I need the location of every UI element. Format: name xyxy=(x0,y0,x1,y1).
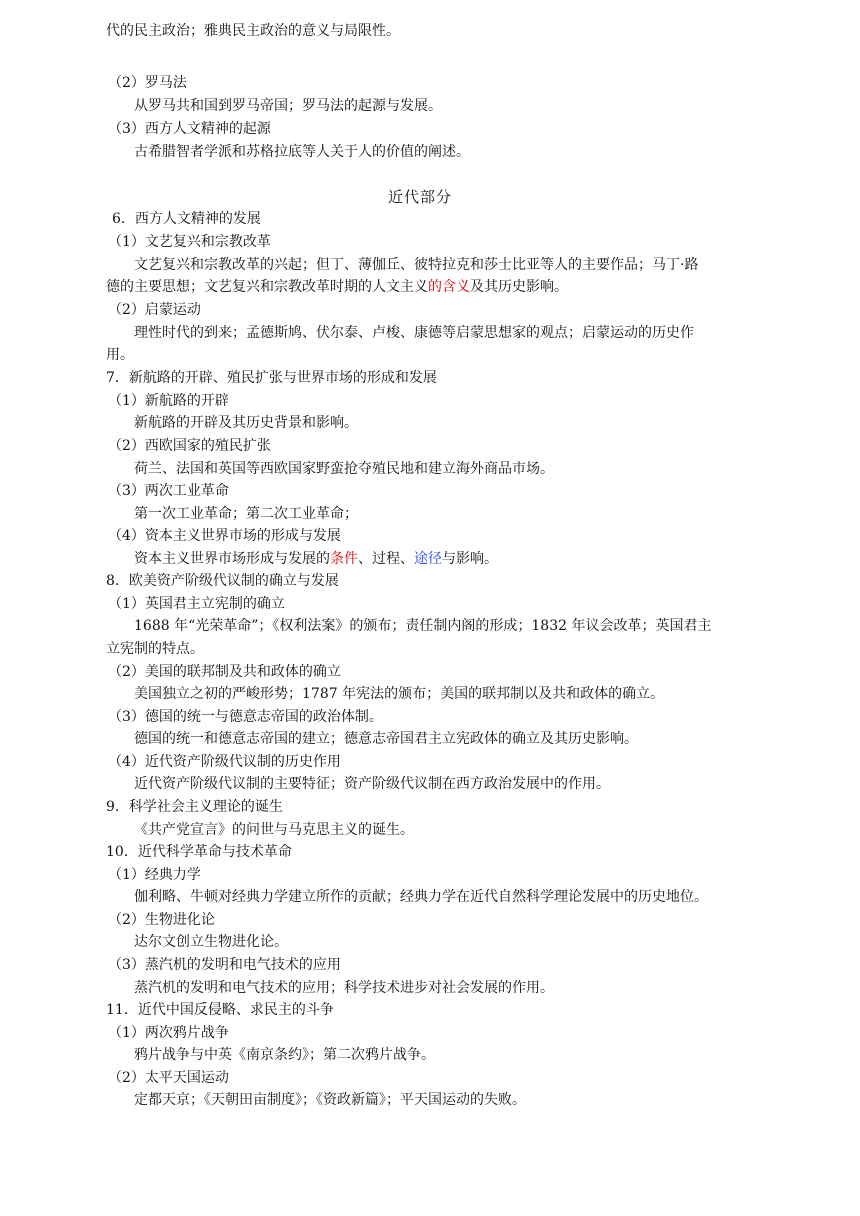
text-run: 德的主要思想；文艺复兴和宗教改革时期的人文主义 xyxy=(106,279,428,295)
body-text-line: 理性时代的到来；孟德斯鸠、伏尔泰、卢梭、康德等启蒙思想家的观点；启蒙运动的历史作 xyxy=(134,325,694,341)
body-text-line: 美国独立之初的严峻形势；1787 年宪法的颁布；美国的联邦制以及共和政体的确立。 xyxy=(134,686,665,702)
subsection-heading: （1）两次鸦片战争 xyxy=(108,1025,229,1041)
highlighted-text-red: 条件 xyxy=(330,551,358,567)
subsection-heading: （1）新航路的开辟 xyxy=(108,393,229,409)
section-heading: 6．西方人文精神的发展 xyxy=(112,211,261,227)
body-text-line: 用。 xyxy=(106,347,134,363)
subsection-heading: （4）资本主义世界市场的形成与发展 xyxy=(108,528,341,544)
body-text-line: 立宪制的特点。 xyxy=(106,641,204,657)
body-text-line: 定都天京；《天朝田亩制度》；《资政新篇》；平天国运动的失败。 xyxy=(134,1092,526,1108)
body-text-line: 第一次工业革命；第二次工业革命； xyxy=(134,506,358,522)
section-heading: 8．欧美资产阶级代议制的确立与发展 xyxy=(106,573,339,589)
body-text-line: 近代资产阶级代议制的主要特征；资产阶级代议制在西方政治发展中的作用。 xyxy=(134,776,610,792)
subsection-heading: （3）西方人文精神的起源 xyxy=(108,121,271,137)
text-run: 及其历史影响。 xyxy=(470,279,568,295)
text-run: 资本主义世界市场形成与发展的 xyxy=(134,551,330,567)
subsection-heading: （1）文艺复兴和宗教改革 xyxy=(108,234,271,250)
text-run: 、过程、 xyxy=(358,551,414,567)
subsection-heading: （4）近代资产阶级代议制的历史作用 xyxy=(108,754,341,770)
subsection-heading: （2）罗马法 xyxy=(108,75,187,91)
body-text-line: 荷兰、法国和英国等西欧国家野蛮抢夺殖民地和建立海外商品市场。 xyxy=(134,461,554,477)
highlighted-text-red: 的含义 xyxy=(428,279,470,295)
body-text-line: 代的民主政治；雅典民主政治的意义与局限性。 xyxy=(106,23,400,39)
body-text-line: 德国的统一和德意志帝国的建立；德意志帝国君主立宪政体的确立及其历史影响。 xyxy=(134,731,638,747)
subsection-heading: （3）蒸汽机的发明和电气技术的应用 xyxy=(108,957,341,973)
subsection-heading: （1）经典力学 xyxy=(108,867,201,883)
section-title: 近代部分 xyxy=(388,188,453,206)
text-run: 与影响。 xyxy=(442,551,498,567)
body-text-line xyxy=(134,548,498,570)
body-text-line: 1688 年“光荣革命”；《权利法案》的颁布；责任制内阁的形成；1832 年议会改革；英国君主 xyxy=(134,618,712,634)
subsection-heading: （2）生物进化论 xyxy=(108,912,215,928)
section-heading: 9．科学社会主义理论的诞生 xyxy=(106,799,283,815)
subsection-heading: （3）两次工业革命 xyxy=(108,483,229,499)
section-heading: 10．近代科学革命与技术革命 xyxy=(106,844,292,860)
body-text-line: 达尔文创立生物进化论。 xyxy=(134,934,288,950)
highlighted-text-blue: 途径 xyxy=(414,551,442,567)
section-heading: 11．近代中国反侵略、求民主的斗争 xyxy=(106,1002,334,1018)
body-text-line: 从罗马共和国到罗马帝国；罗马法的起源与发展。 xyxy=(134,98,442,114)
body-text-line: 伽利略、牛顿对经典力学建立所作的贡献；经典力学在近代自然科学理论发展中的历史地位。 xyxy=(134,889,708,905)
subsection-heading: （2）太平天国运动 xyxy=(108,1070,229,1086)
body-text-line: 蒸汽机的发明和电气技术的应用；科学技术进步对社会发展的作用。 xyxy=(134,980,554,996)
subsection-heading: （2）美国的联邦制及共和政体的确立 xyxy=(108,664,341,680)
subsection-heading: （1）英国君主立宪制的确立 xyxy=(108,596,285,612)
body-text-line: 古希腊智者学派和苏格拉底等人关于人的价值的阐述。 xyxy=(134,144,470,160)
body-text-line: 新航路的开辟及其历史背景和影响。 xyxy=(134,415,358,431)
body-text-line xyxy=(106,276,568,298)
subsection-heading: （2）启蒙运动 xyxy=(108,302,201,318)
body-text-line: 鸦片战争与中英《南京条约》；第二次鸦片战争。 xyxy=(134,1047,435,1063)
body-text-line: 《共产党宣言》的问世与马克思主义的诞生。 xyxy=(134,822,414,838)
subsection-heading: （3）德国的统一与德意志帝国的政治体制。 xyxy=(108,709,383,725)
body-text-line: 文艺复兴和宗教改革的兴起；但丁、薄伽丘、彼特拉克和莎士比亚等人的主要作品；马丁·路 xyxy=(134,257,699,273)
subsection-heading: （2）西欧国家的殖民扩张 xyxy=(108,438,271,454)
section-heading: 7．新航路的开辟、殖民扩张与世界市场的形成和发展 xyxy=(106,370,437,386)
